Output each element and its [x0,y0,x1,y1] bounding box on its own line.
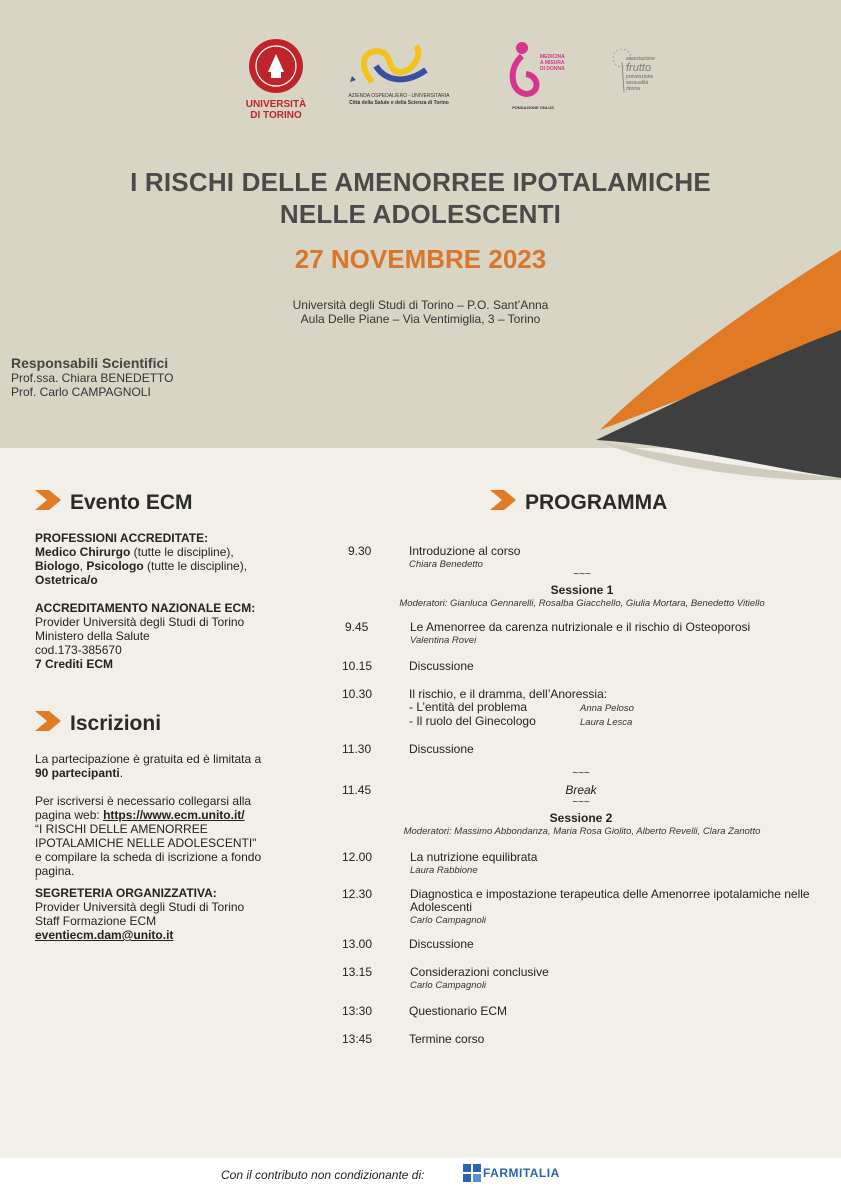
program-title: Termine corso [409,1032,485,1046]
professione-name: Psicologo [86,559,144,573]
iscrizioni-text: Per iscriversi è necessario collegarsi alla [35,794,252,808]
program-speaker: Laura Rabbione [410,865,478,876]
event-title-line2: NELLE ADOLESCENTI [279,199,562,229]
unito-name-line1: UNIVERSITÀ [245,99,307,110]
program-time: 13.00 [342,937,373,951]
program-time: 13.15 [342,965,373,979]
program-speaker: Valentina Rovei [410,635,477,646]
event-venue [0,298,841,326]
session-divider: ~~~ [573,569,591,580]
responsabili-heading: Responsabili Scientifici [11,355,169,371]
aou-logo [336,42,462,114]
ecm-link[interactable]: https://www.ecm.unito.it/ [103,808,245,822]
venue-line1: Università degli Studi di Torino – P.O. Sant’Anna [292,298,549,312]
responsabili-block [11,355,174,399]
program-title: Discussione [409,742,474,756]
event-title [0,166,841,230]
iscrizioni-text: “I RISCHI DELLE AMENORREE [35,822,208,836]
iscrizioni-text [35,808,270,822]
punctuation: . [119,766,124,780]
aou-heart-icon [336,42,462,88]
session-1-moderators: Moderatori: Gianluca Gennarelli, Rosalba Giacchello, Giulia Mortara, Benedetto Vitiello [399,598,765,609]
program-time: 12.30 [342,887,373,901]
professione-name: Biologo [35,559,80,573]
arrow-icon [35,711,61,731]
session-1-title: Sessione 1 [550,583,614,597]
iscrizioni-heading: Iscrizioni [70,712,162,735]
crediti-ecm: 7 Crediti ECM [35,657,114,671]
program-speaker: Laura Lesca [580,717,633,728]
frutto-line1: associazione [626,56,655,62]
frutto-line3: sessualità [626,80,649,86]
accreditamento-code: cod.173-385670 [35,643,122,657]
medicina-name-line3: DI DONNA [540,66,565,72]
accreditamento-line: Provider Università degli Studi di Torino [35,615,245,629]
arrow-icon [490,490,516,510]
program-time: 10.15 [342,659,373,673]
program-title: Il rischio, e il dramma, dell’Anoressia: [409,687,608,701]
program-title: Discussione [409,659,474,673]
program-subitem: - L’entità del problema [409,700,528,714]
unito-seal-icon [244,38,308,94]
event-date: 27 NOVEMBRE 2023 [294,244,547,274]
iscrizioni-text: pagina. [35,864,75,878]
frutto-name: frutto [626,62,652,74]
session-divider: ~~~ [572,797,590,808]
program-title: Questionario ECM [409,1004,508,1018]
iscrizioni-text [35,766,270,780]
frutto-line2: prevenzione [626,74,654,80]
unito-name-line2: DI TORINO [250,110,302,121]
segreteria-email-link[interactable]: eventiecm.dam@unito.it [35,928,174,942]
frutto-line4: donna [626,86,640,92]
medicina-name-line2: A MISURA [540,60,565,66]
program-time: 11.45 [342,783,372,797]
program-time: 9.30 [348,544,372,558]
segreteria-line: Provider Università degli Studi di Torino [35,900,245,914]
professione-note: (tutte le discipline), [130,545,234,559]
accreditamento-heading: ACCREDITAMENTO NAZIONALE ECM: [35,601,256,615]
segreteria-heading: SEGRETERIA ORGANIZZATIVA: [35,886,217,900]
medicina-name-line1: MEDICINA [540,54,565,60]
separator: , [79,559,87,573]
professione-note: (tutte le discipline), [143,559,248,573]
accreditamento-line: Ministero della Salute [35,629,150,643]
program-speaker: Chiara Benedetto [409,559,483,570]
program-speaker: Carlo Campagnoli [410,980,487,991]
arrow-icon [35,490,61,510]
program-speaker: Anna Peloso [580,703,634,714]
responsabili-name: Prof. Carlo CAMPAGNOLI [11,385,151,399]
program-time: 11.30 [342,742,372,756]
break-label: Break [565,783,597,797]
program-title: Le Amenorree da carenza nutrizionale e il rischio di Osteoporosi [410,620,751,634]
evento-ecm-heading: Evento ECM [70,491,193,514]
unito-logo [244,38,308,122]
professione-line: Ostetrica/o [35,573,98,587]
logo-row [0,36,841,121]
iscrizioni-details [35,752,270,942]
professione-name: Medico Chirurgo [35,545,131,559]
iscrizioni-text: IPOTALAMICHE NELLE ADOLESCENTI" [35,836,257,850]
program-title-continued: Adolescenti [410,900,473,914]
professione-line [35,559,270,573]
iscrizioni-text: La partecipazione è gratuita ed è limitata a [35,752,262,766]
program-time: 10.30 [342,687,373,701]
program-title: La nutrizione equilibrata [410,850,538,864]
program-title: Considerazioni conclusive [410,965,549,979]
medicina-subtitle: FONDAZIONE ONLUS [512,105,554,110]
program-speaker: Carlo Campagnoli [410,915,487,926]
partecipanti-count: 90 partecipanti [35,766,120,780]
program-title: Introduzione al corso [409,544,521,558]
program-time: 13:45 [342,1032,373,1046]
program-title: Discussione [409,937,474,951]
program-time: 9.45 [345,620,369,634]
footer-text: Con il contributo non condizionante di: [221,1168,425,1182]
medicina-logo [504,38,565,114]
programma-heading: PROGRAMMA [525,491,668,514]
aou-name-line2: Città della Salute e della Scienza di Torino [349,100,449,106]
professioni-heading: PROFESSIONI ACCREDITATE: [35,531,209,545]
program-time: 12.00 [342,850,373,864]
session-2-title: Sessione 2 [549,811,613,825]
program-subitem: - Il ruolo del Ginecologo [409,714,536,728]
evento-ecm-details [35,531,270,671]
session-2-moderators: Moderatori: Massimo Abbondanza, Maria Rosa Giolito, Alberto Revelli, Clara Zanotto [403,826,761,837]
event-title-line1: I RISCHI DELLE AMENORREE IPOTALAMICHE [130,167,711,197]
program-title: Diagnostica e impostazione terapeutica delle Amenorree ipotalamiche nelle [410,887,810,901]
venue-line2: Aula Delle Piane – Via Ventimiglia, 3 – Torino [300,312,541,326]
pagina-label: pagina web: [35,808,104,822]
farmitalia-logo [463,1162,563,1186]
farmitalia-mark-icon [463,1164,481,1182]
iscrizioni-text: e compilare la scheda di iscrizione a fondo [35,850,262,864]
frutto-logo [610,44,682,108]
professione-line [35,545,270,559]
farmitalia-name: FARMITALIA [483,1166,560,1180]
segreteria-line: Staff Formazione ECM [35,914,157,928]
aou-name-line1: AZIENDA OSPEDALIERO - UNIVERSITARIA [348,93,450,99]
break-divider: ~~~ [572,768,590,779]
responsabili-name: Prof.ssa. Chiara BENEDETTO [11,371,174,385]
degree-mark: ° [35,878,38,885]
program-time: 13:30 [342,1004,373,1018]
